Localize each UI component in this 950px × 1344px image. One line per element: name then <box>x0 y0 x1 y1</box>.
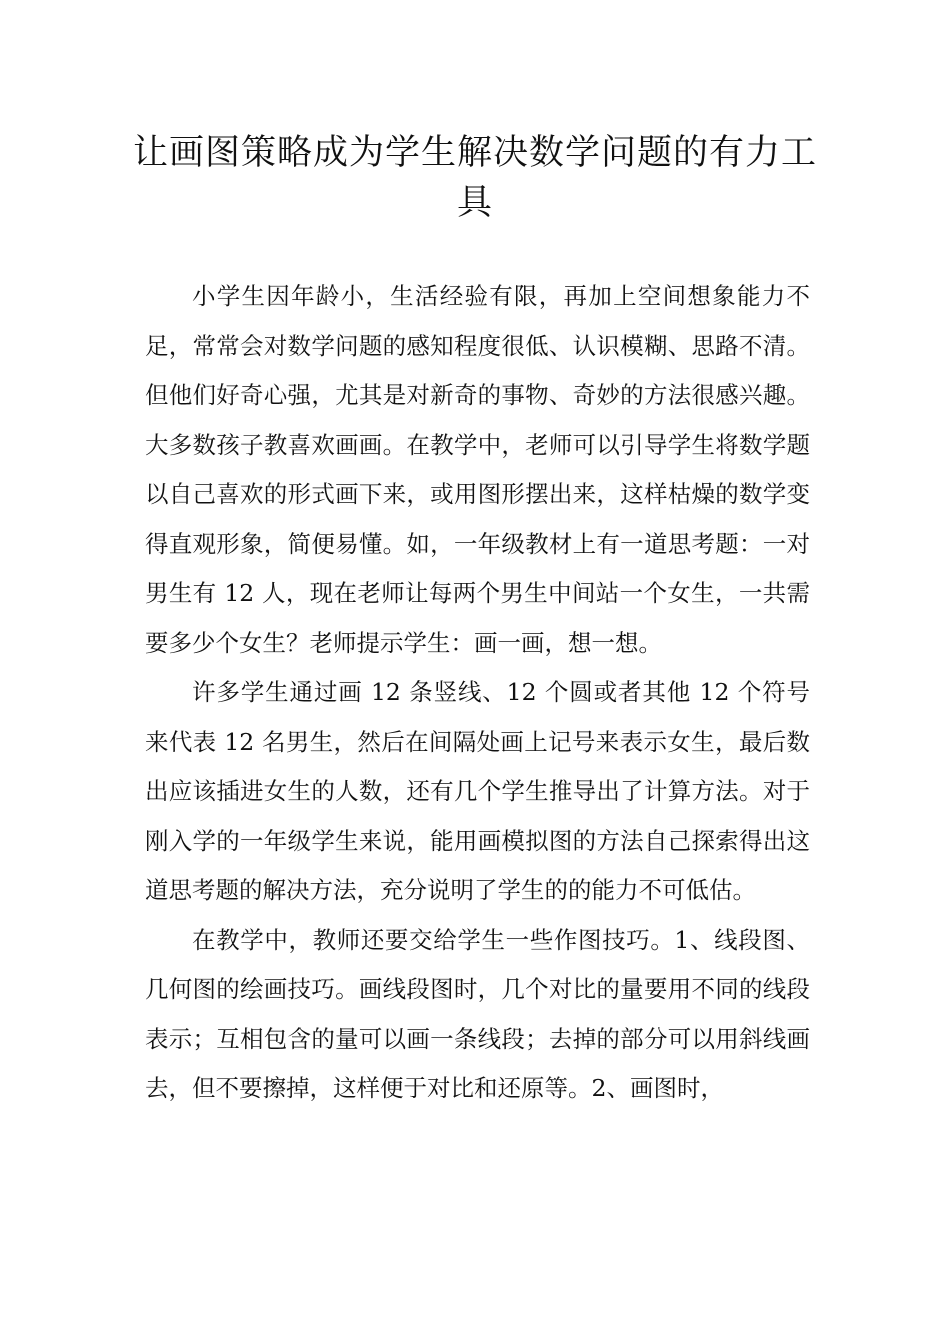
document-title: 让画图策略成为学生解决数学问题的有力工具 <box>132 133 817 223</box>
document-body <box>145 272 810 1114</box>
paragraph: 在教学中，教师还要交给学生一些作图技巧。1、线段图、几何图的绘画技巧。画线段图时，几个对比的量要用不同的线段表示；互相包含的量可以画一条线段；去掉的部分可以用斜线画去，但不要擦掉，这样便于对比和还原等。2、画图时， <box>145 925 810 1102</box>
paragraph: 小学生因年龄小，生活经验有限，再加上空间想象能力不足，常常会对数学问题的感知程度很低、认识模糊、思路不清。但他们好奇心强，尤其是对新奇的事物、奇妙的方法很感兴趣。大多数孩子教喜欢画画。在教学中，老师可以引导学生将数学题以自己喜欢的形式画下来，或用图形摆出来，这样枯燥的数学变得直观形象，简便易懂。如，一年级教材上有一道思考题：一对男生有 12 人，现在老师让每两个男生中间站一个女生，一共需要多少个女生？老师提示学生：画一画，想一想。 <box>145 282 810 657</box>
paragraph: 许多学生通过画 12 条竖线、12 个圆或者其他 12 个符号来代表 12 名男生，然后在间隔处画上记号来表示女生，最后数出应该插进女生的人数，还有几个学生推导出了计算方法。对于刚入学的一年级学生来说，能用画模拟图的方法自己探索得出这道思考题的解决方法，充分说明了学生的的能力不可低估。 <box>145 678 810 904</box>
